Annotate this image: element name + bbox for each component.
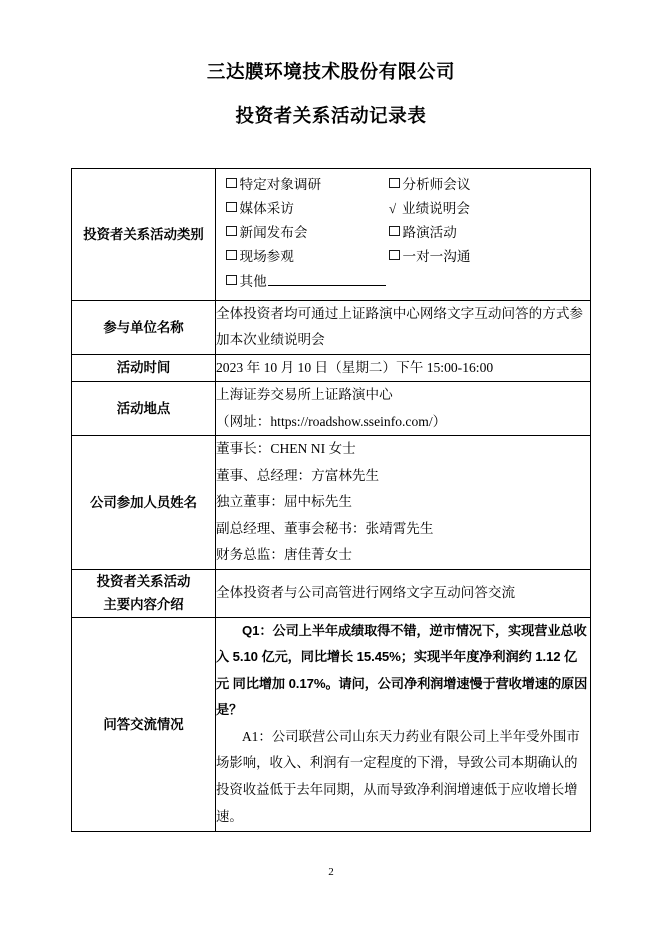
attendee-line: 副总经理、董事会秘书：张靖霄先生 [216, 520, 434, 536]
checkbox-label: 路演活动 [402, 225, 457, 241]
checkbox-option-media-interview[interactable] [226, 202, 389, 216]
checkbox-label: 特定对象调研 [239, 177, 322, 192]
participants-unit-value [216, 300, 591, 354]
checkbox-row [226, 250, 582, 264]
attendee-line: 财务总监：唐佳菁女士 [216, 547, 352, 563]
activity-time-value [216, 354, 591, 382]
text-line: 全体投资者与公司高管进行网络文字互动问答交流 [216, 585, 516, 601]
other-fill-in-blank[interactable] [268, 274, 386, 286]
checkmark-icon[interactable]: √ [389, 201, 397, 217]
checkbox-label: 业绩说明会 [402, 201, 470, 217]
checkbox-grid [216, 169, 590, 300]
checkbox-unchecked-icon[interactable] [226, 250, 237, 261]
qa-answer: A1：公司联营公司山东天力药业有限公司上半年受外围市场影响，收入、利润有一定程度的下滑，导致公司本期确认的投资收益低于去年同期，从而导致净利润增速低于应收增长增速。 [216, 728, 580, 824]
checkbox-label: 新闻发布会 [239, 225, 308, 241]
checkbox-option-analyst-meeting[interactable] [389, 178, 470, 192]
table-row-activity-place [72, 382, 591, 436]
row-label-line: 主要内容介绍 [103, 597, 184, 613]
table-row-activity-time [72, 354, 591, 382]
qa-question: Q1：公司上半年成绩取得不错，逆市情况下，实现营业总收入 5.10 亿元，同比增长 15.45%；实现半年度净利润约 1.12 亿元 同比增加 0.17%。请问，公司净利润增速慢于营收增速的原因是？ [216, 622, 588, 718]
checkbox-label: 其他 [239, 274, 267, 290]
investor-relations-record-table [71, 168, 591, 832]
checkbox-row [226, 226, 582, 240]
checkbox-option-specific-research[interactable] [226, 178, 389, 192]
row-label-qa: 问答交流情况 [72, 617, 216, 831]
table-row-company-attendees [72, 436, 591, 570]
text-line: 2023 年 10 月 10 日（星期二）下午 15:00-16:00 [216, 359, 494, 375]
checkbox-unchecked-icon[interactable] [226, 275, 237, 286]
checkbox-label: 媒体采访 [239, 201, 294, 217]
checkbox-unchecked-icon[interactable] [389, 226, 400, 237]
checkbox-label: 分析师会议 [402, 177, 471, 192]
company-attendees-value [216, 436, 591, 570]
text-line: 上海证券交易所上证路演中心 [216, 387, 393, 403]
text-line: 加本次业绩说明会 [216, 332, 325, 348]
title-block [0, 60, 662, 129]
checkbox-label: 现场参观 [239, 249, 294, 265]
attendee-line: 独立董事：屈中标先生 [216, 494, 352, 510]
table-row-activity-type [72, 169, 591, 301]
checkbox-unchecked-icon[interactable] [226, 178, 237, 189]
page-number: 2 [328, 866, 334, 878]
checkbox-unchecked-icon[interactable] [226, 226, 237, 237]
checkbox-option-site-visit[interactable] [226, 250, 389, 264]
checkbox-unchecked-icon[interactable] [226, 202, 237, 213]
checkbox-row [226, 178, 582, 192]
checkbox-option-earnings-briefing[interactable] [389, 202, 470, 216]
checkbox-row [226, 202, 582, 216]
row-label-company-attendees: 公司参加人员姓名 [72, 436, 216, 570]
attendee-line: 董事长：CHEN NI 女士 [216, 441, 356, 457]
table-row-qa [72, 617, 591, 831]
row-label-participants-unit: 参与单位名称 [72, 300, 216, 354]
main-content-value [216, 569, 591, 617]
row-label-activity-type: 投资者关系活动类别 [72, 169, 216, 301]
row-label-activity-time: 活动时间 [72, 354, 216, 382]
page-title: 三达膜环境技术股份有限公司 [206, 61, 456, 82]
text-line: 全体投资者均可通过上证路演中心网络文字互动问答的方式参 [216, 305, 584, 321]
activity-place-url-line: （网址：https://roadshow.sseinfo.com/） [216, 413, 447, 429]
table-row-participants-unit [72, 300, 591, 354]
checkbox-unchecked-icon[interactable] [389, 250, 400, 261]
checkbox-label: 一对一沟通 [402, 249, 471, 265]
attendee-line: 董事、总经理：方富林先生 [216, 467, 380, 483]
row-label-main-content [72, 569, 216, 617]
checkbox-option-other[interactable] [226, 274, 389, 289]
table-row-main-content [72, 569, 591, 617]
row-label-activity-place: 活动地点 [72, 382, 216, 436]
activity-type-options-cell [216, 169, 591, 301]
row-label-line: 投资者关系活动 [96, 573, 191, 589]
checkbox-option-one-on-one[interactable] [389, 250, 470, 264]
checkbox-option-roadshow[interactable] [389, 226, 457, 240]
checkbox-row [226, 274, 582, 289]
page-subtitle: 投资者关系活动记录表 [235, 104, 427, 126]
activity-place-value [216, 382, 591, 436]
qa-content [216, 617, 591, 831]
checkbox-option-press-conference[interactable] [226, 226, 389, 240]
checkbox-unchecked-icon[interactable] [389, 178, 400, 189]
